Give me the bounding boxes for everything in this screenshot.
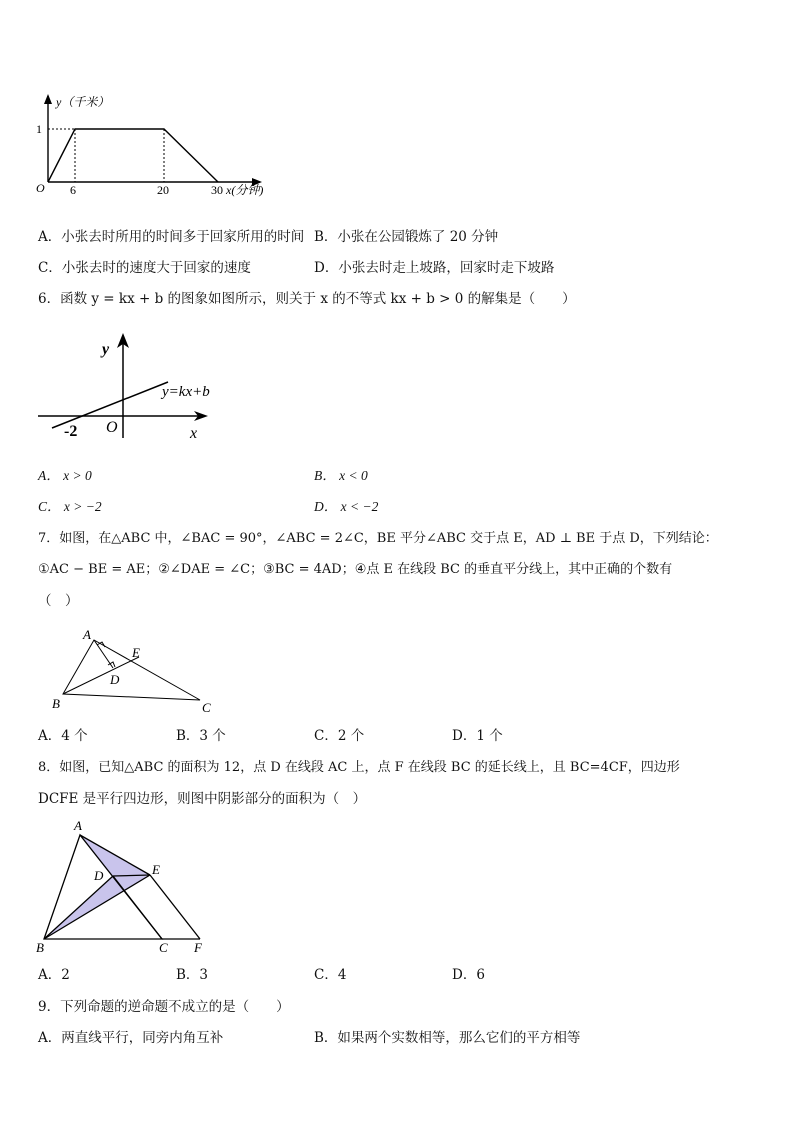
- graph1-x-tick-30: 30: [211, 183, 223, 197]
- q9-option-a: A．两直线平行，同旁内角互补: [38, 1030, 224, 1046]
- q5-option-c: C．小张去时的速度大于回家的速度: [38, 260, 251, 276]
- linear-function-graph: [36, 330, 236, 445]
- q5-option-d: D．小张去时走上坡路，回家时走下坡路: [314, 260, 555, 276]
- q7-option-c: C．2 个: [314, 728, 365, 744]
- q8-option-b: B．3: [176, 967, 209, 983]
- q8-stem-line1: 8．如图，已知△ABC 的面积为 12，点 D 在线段 AC 上，点 F 在线段 BC 的延长线上，且 BC=4CF，四边形: [38, 760, 680, 775]
- q6-option-a: A． x > 0: [38, 468, 92, 483]
- q6-intercept-label: -2: [64, 423, 78, 440]
- q8-label-f: F: [194, 940, 202, 955]
- graph1-origin: O: [36, 181, 45, 195]
- graph1-y-label: y（千米）: [56, 95, 110, 109]
- q8-label-b: B: [36, 940, 44, 955]
- q7-stem-line2: ①AC − BE = AE；②∠DAE = ∠C；③BC = 4AD；④点 E 在线段 BC 的垂直平分线上，其中正确的个数有: [38, 562, 673, 577]
- q6-axis-x: x: [190, 425, 198, 442]
- q8-stem-line2: DCFE 是平行四边形，则图中阴影部分的面积为（ ）: [38, 791, 367, 807]
- q8-option-c: C．4: [314, 967, 347, 983]
- q7-label-c: C: [202, 700, 211, 715]
- q6-axis-y: y: [102, 341, 110, 358]
- q7-option-d: D．1 个: [452, 728, 503, 744]
- q5-option-a: A．小张去时所用的时间多于回家所用的时间: [38, 229, 305, 245]
- q6-option-c: C． x > −2: [38, 499, 102, 514]
- q6-line-label: y=kx+b: [162, 384, 210, 400]
- q9-stem: 9．下列命题的逆命题不成立的是（ ）: [38, 999, 290, 1015]
- q6-stem: 6．函数 y = kx + b 的图象如图所示，则关于 x 的不等式 kx + b > 0 的解集是（ ）: [38, 291, 576, 307]
- q7-option-a: A．4 个: [38, 728, 88, 744]
- q8-label-e: E: [152, 862, 160, 877]
- q5-option-b: B．小张在公园锻炼了 20 分钟: [314, 229, 499, 245]
- graph1-y-tick: 1: [36, 122, 42, 136]
- q8-option-a: A．2: [38, 967, 70, 983]
- graph1-x-label: x(分钟): [226, 183, 264, 197]
- q9-option-b: B．如果两个实数相等，那么它们的平方相等: [314, 1030, 581, 1046]
- graph1-x-tick-20: 20: [157, 183, 169, 197]
- q6-option-b: B． x < 0: [314, 468, 368, 483]
- q8-label-a: A: [74, 818, 82, 833]
- q7-label-a: A: [83, 627, 91, 642]
- graph1-x-tick-6: 6: [70, 183, 76, 197]
- q8-label-d: D: [94, 868, 104, 883]
- triangle-abc-figure: [50, 622, 230, 722]
- q6-origin: O: [106, 419, 118, 436]
- q6-option-d: D． x < −2: [314, 499, 379, 514]
- q7-stem-line3: （ ）: [38, 593, 79, 609]
- q7-option-b: B．3 个: [176, 728, 226, 744]
- parallelogram-figure: [30, 818, 230, 958]
- q7-label-d: D: [110, 672, 120, 687]
- q7-stem-line1: 7．如图，在△ABC 中，∠BAC = 90°，∠ABC = 2∠C，BE 平分∠ABC 交于点 E，AD ⊥ BE 于点 D，下列结论：: [38, 531, 718, 546]
- q8-label-c: C: [159, 940, 168, 955]
- q7-label-b: B: [52, 696, 60, 711]
- q7-label-e: E: [132, 645, 140, 660]
- distance-time-graph: [30, 90, 290, 210]
- q8-option-d: D．6: [452, 967, 485, 983]
